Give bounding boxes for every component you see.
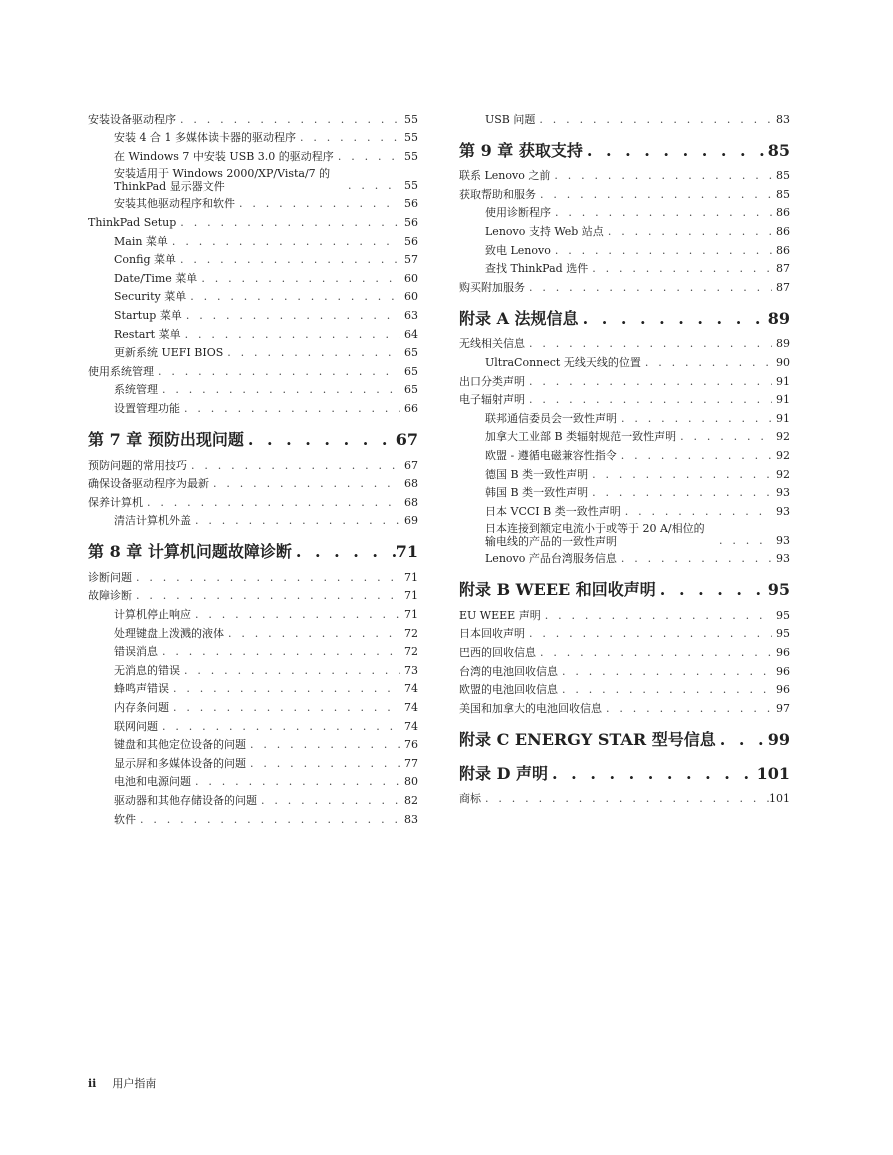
toc-page-number: 68 bbox=[404, 495, 418, 509]
toc-dot-leader bbox=[716, 730, 768, 750]
toc-dot-leader bbox=[602, 702, 772, 716]
toc-chapter-heading[interactable] bbox=[88, 542, 418, 562]
toc-page-number: 71 bbox=[404, 589, 418, 603]
toc-dot-leader bbox=[525, 393, 772, 407]
toc-entry-title: 加拿大工业部 B 类辐射规范一致性声明 bbox=[485, 430, 677, 444]
toc-dot-leader bbox=[525, 337, 772, 351]
toc-dot-leader bbox=[676, 430, 772, 444]
toc-entry-title: 故障诊断 bbox=[88, 589, 132, 603]
toc-page-number: 91 bbox=[776, 374, 790, 388]
toc-page-number: 87 bbox=[776, 262, 790, 276]
toc-dot-leader bbox=[257, 794, 400, 808]
toc-dot-leader bbox=[158, 383, 400, 397]
toc-chapter-heading[interactable] bbox=[459, 764, 790, 784]
toc-dot-leader bbox=[588, 486, 772, 500]
toc-subentry[interactable] bbox=[88, 771, 418, 790]
toc-dot-leader bbox=[186, 290, 400, 304]
toc-page-number: 71 bbox=[404, 608, 418, 622]
toc-dot-leader bbox=[558, 683, 772, 697]
toc-dot-leader bbox=[525, 281, 772, 295]
toc-dot-leader bbox=[617, 412, 772, 426]
toc-page-number: 86 bbox=[776, 206, 790, 220]
toc-dot-leader bbox=[246, 738, 400, 752]
toc-page-number: 55 bbox=[404, 112, 418, 126]
toc-subentry[interactable] bbox=[88, 622, 418, 641]
toc-right-column bbox=[459, 108, 790, 806]
toc-entry-title: 预防问题的常用技巧 bbox=[88, 458, 187, 472]
toc-subentry[interactable] bbox=[459, 482, 790, 501]
toc-page-number: 76 bbox=[404, 738, 418, 752]
footer-page-number: ii bbox=[88, 1077, 97, 1090]
toc-dot-leader bbox=[525, 375, 772, 389]
toc-page-number: 80 bbox=[404, 775, 418, 789]
toc-entry-title: UltraConnect 无线天线的位置 bbox=[485, 355, 641, 369]
toc-entry[interactable] bbox=[88, 211, 418, 230]
toc-page-number: 55 bbox=[404, 131, 418, 145]
toc-dot-leader bbox=[181, 328, 400, 342]
toc-entry[interactable] bbox=[459, 604, 790, 623]
toc-page-number: 74 bbox=[404, 719, 418, 733]
toc-page-number: 73 bbox=[404, 663, 418, 677]
toc-page-number: 95 bbox=[767, 580, 790, 600]
toc-entry[interactable] bbox=[88, 585, 418, 604]
toc-entry[interactable] bbox=[88, 360, 418, 379]
toc-page-number: 93 bbox=[776, 486, 790, 500]
toc-entry-title: 附录 D 声明 bbox=[459, 763, 549, 783]
toc-dot-leader bbox=[244, 430, 396, 450]
toc-page-number: 55 bbox=[404, 178, 418, 192]
toc-entry[interactable] bbox=[459, 788, 790, 807]
toc-left-column bbox=[88, 108, 418, 827]
toc-entry-title: 购买附加服务 bbox=[459, 280, 525, 294]
toc-subentry[interactable] bbox=[459, 463, 790, 482]
toc-entry-title: 安装 4 合 1 多媒体读卡器的驱动程序 bbox=[114, 131, 296, 145]
toc-subentry[interactable] bbox=[459, 239, 790, 258]
toc-dot-leader bbox=[169, 701, 400, 715]
toc-page-number: 55 bbox=[404, 149, 418, 163]
toc-chapter-heading[interactable] bbox=[459, 141, 790, 161]
toc-entry-title: 韩国 B 类一致性声明 bbox=[485, 486, 589, 500]
toc-dot-leader bbox=[180, 402, 400, 416]
toc-page-number: 71 bbox=[404, 570, 418, 584]
toc-page-number: 92 bbox=[776, 448, 790, 462]
toc-subentry[interactable] bbox=[88, 734, 418, 753]
toc-entry-title: Date/Time 菜单 bbox=[114, 271, 198, 285]
toc-page-number: 93 bbox=[776, 552, 790, 566]
toc-entry-title: ThinkPad Setup bbox=[88, 215, 177, 229]
toc-dot-leader bbox=[715, 534, 772, 548]
toc-page-number: 86 bbox=[776, 243, 790, 257]
toc-entry[interactable] bbox=[88, 108, 418, 127]
page-footer bbox=[88, 1075, 156, 1091]
toc-entry[interactable] bbox=[459, 623, 790, 642]
toc-subentry[interactable] bbox=[88, 323, 418, 342]
toc-dot-leader bbox=[191, 775, 400, 789]
toc-entry[interactable] bbox=[88, 491, 418, 510]
toc-entry-title: 系统管理 bbox=[114, 383, 158, 397]
toc-dot-leader bbox=[246, 757, 400, 771]
toc-entry-title: 在 Windows 7 中安装 USB 3.0 的驱动程序 bbox=[114, 149, 334, 163]
toc-subentry[interactable] bbox=[88, 715, 418, 734]
toc-entry-title: 安装适用于 Windows 2000/XP/Vista/7 的 ThinkPad 显示器文件 bbox=[114, 166, 331, 193]
toc-dot-leader bbox=[209, 477, 400, 491]
toc-entry-title: Restart 菜单 bbox=[114, 327, 181, 341]
toc-dot-leader bbox=[132, 571, 400, 585]
toc-page-number: 96 bbox=[776, 646, 790, 660]
toc-dot-leader bbox=[158, 720, 400, 734]
toc-chapter-heading[interactable] bbox=[88, 430, 418, 450]
toc-page-number: 72 bbox=[404, 645, 418, 659]
toc-dot-leader bbox=[548, 764, 757, 784]
toc-subentry[interactable] bbox=[459, 202, 790, 221]
toc-entry-title: 使用系统管理 bbox=[88, 364, 154, 378]
toc-entry-title: 使用诊断程序 bbox=[485, 206, 551, 220]
toc-entry[interactable] bbox=[88, 566, 418, 585]
toc-dot-leader bbox=[158, 645, 400, 659]
toc-entry[interactable] bbox=[88, 473, 418, 492]
toc-entry[interactable] bbox=[459, 641, 790, 660]
toc-dot-leader bbox=[588, 468, 772, 482]
toc-subentry[interactable] bbox=[88, 752, 418, 771]
toc-entry-title: 第 7 章 预防出现问题 bbox=[88, 429, 244, 449]
toc-entry-title: Startup 菜单 bbox=[114, 308, 182, 322]
toc-page-number: 95 bbox=[776, 627, 790, 641]
toc-page-number: 85 bbox=[776, 169, 790, 183]
toc-dot-leader bbox=[541, 609, 772, 623]
toc-page-number: 89 bbox=[767, 308, 790, 328]
toc-page-number: 92 bbox=[776, 430, 790, 444]
toc-page-number: 85 bbox=[767, 140, 790, 160]
toc-entry-title: 美国和加拿大的电池回收信息 bbox=[459, 701, 602, 715]
toc-page-number: 93 bbox=[776, 504, 790, 518]
toc-entry-title: 驱动器和其他存储设备的问题 bbox=[114, 794, 257, 807]
toc-subentry[interactable] bbox=[459, 351, 790, 370]
toc-subentry[interactable] bbox=[459, 220, 790, 239]
toc-dot-leader bbox=[583, 141, 768, 161]
toc-entry-title: 附录 A 法规信息 bbox=[459, 308, 579, 328]
toc-page-number: 90 bbox=[776, 355, 790, 369]
toc-subentry[interactable] bbox=[459, 500, 790, 519]
toc-dot-leader bbox=[617, 552, 772, 566]
toc-subentry[interactable] bbox=[88, 603, 418, 622]
footer-book-title: 用户指南 bbox=[112, 1077, 157, 1090]
toc-entry-title: 软件 bbox=[114, 812, 136, 826]
toc-dot-leader bbox=[536, 646, 772, 660]
toc-dot-leader bbox=[191, 608, 400, 622]
toc-entry-title: 查找 ThinkPad 选件 bbox=[485, 262, 589, 276]
toc-page-number: 99 bbox=[767, 729, 790, 749]
toc-subentry[interactable] bbox=[88, 127, 418, 146]
toc-page-number: 77 bbox=[404, 756, 418, 770]
toc-entry-title: 清洁计算机外盖 bbox=[114, 514, 191, 528]
toc-page-number: 92 bbox=[776, 467, 790, 481]
toc-dot-leader bbox=[551, 244, 772, 258]
toc-page-number: 74 bbox=[404, 701, 418, 715]
toc-subentry[interactable] bbox=[88, 659, 418, 678]
toc-entry-title: 欧盟 - 遵循电磁兼容性指令 bbox=[485, 448, 617, 462]
toc-entry-title: Main 菜单 bbox=[114, 234, 168, 248]
toc-entry-title: 无消息的错误 bbox=[114, 663, 180, 677]
toc-subentry[interactable] bbox=[459, 407, 790, 426]
toc-dot-leader bbox=[621, 505, 772, 519]
toc-entry-title: Config 菜单 bbox=[114, 253, 176, 267]
toc-dot-leader bbox=[182, 309, 400, 323]
toc-entry-title: 第 8 章 计算机问题故障诊断 bbox=[88, 542, 292, 562]
toc-subentry[interactable] bbox=[88, 379, 418, 398]
toc-entry-title: 日本连接到额定电流小于或等于 20 A/相位的输电线的产品的一致性声明 bbox=[485, 521, 705, 548]
toc-dot-leader bbox=[525, 627, 772, 641]
toc-entry-title: 联系 Lenovo 之前 bbox=[459, 169, 551, 183]
toc-dot-leader bbox=[176, 216, 400, 230]
toc-page-number: 68 bbox=[404, 477, 418, 491]
toc-page-number: 56 bbox=[404, 234, 418, 248]
toc-subentry[interactable] bbox=[88, 304, 418, 323]
toc-page-number: 96 bbox=[776, 683, 790, 697]
toc-entry-title: 第 9 章 获取支持 bbox=[459, 140, 583, 160]
toc-entry-title: 安装设备驱动程序 bbox=[88, 112, 176, 126]
toc-dot-leader bbox=[176, 253, 400, 267]
toc-dot-leader bbox=[334, 150, 400, 164]
toc-entry-title: 电池和电源问题 bbox=[114, 775, 191, 789]
toc-entry-title: 电子辐射声明 bbox=[459, 393, 525, 407]
toc-entry-title: 日本 VCCI B 类一致性声明 bbox=[485, 504, 621, 518]
toc-dot-leader bbox=[143, 496, 400, 510]
toc-dot-leader bbox=[223, 346, 400, 360]
toc-entry-title: 显示屏和多媒体设备的问题 bbox=[114, 756, 246, 770]
toc-dot-leader bbox=[168, 235, 400, 249]
toc-page-number: 57 bbox=[404, 253, 418, 267]
toc-page-number: 71 bbox=[395, 542, 418, 562]
toc-entry-title: 出口分类声明 bbox=[459, 374, 525, 388]
toc-page-number: 60 bbox=[404, 271, 418, 285]
toc-subentry[interactable] bbox=[459, 548, 790, 567]
toc-dot-leader bbox=[176, 113, 400, 127]
toc-dot-leader bbox=[536, 188, 772, 202]
toc-entry-title: Lenovo 产品台湾服务信息 bbox=[485, 552, 617, 566]
toc-subentry[interactable] bbox=[88, 696, 418, 715]
toc-dot-leader bbox=[604, 225, 772, 239]
toc-page-number: 82 bbox=[404, 794, 418, 807]
toc-entry-title: 附录 B WEEE 和回收声明 bbox=[459, 580, 656, 600]
toc-page-number: 89 bbox=[776, 337, 790, 351]
toc-chapter-heading[interactable] bbox=[459, 309, 790, 329]
toc-subentry[interactable] bbox=[88, 145, 418, 164]
toc-dot-leader bbox=[579, 309, 768, 329]
toc-subentry[interactable] bbox=[88, 397, 418, 416]
toc-entry-title: 巴西的回收信息 bbox=[459, 646, 536, 660]
toc-entry[interactable] bbox=[459, 333, 790, 352]
toc-entry[interactable] bbox=[459, 679, 790, 698]
toc-entry-title: 获取帮助和服务 bbox=[459, 187, 536, 201]
toc-entry-title: 诊断问题 bbox=[88, 570, 132, 584]
toc-dot-leader bbox=[154, 365, 400, 379]
toc-page-number: 60 bbox=[404, 290, 418, 304]
toc-page-number: 93 bbox=[776, 533, 790, 547]
toc-entry[interactable] bbox=[459, 697, 790, 716]
toc-page-number: 67 bbox=[395, 429, 418, 449]
toc-page-number: 97 bbox=[776, 701, 790, 715]
toc-subentry[interactable] bbox=[459, 258, 790, 277]
toc-page-number: 69 bbox=[404, 514, 418, 528]
toc-page-number: 83 bbox=[776, 112, 790, 126]
toc-page-number: 65 bbox=[404, 383, 418, 397]
toc-dot-leader bbox=[535, 113, 772, 127]
toc-subentry[interactable] bbox=[459, 519, 790, 548]
toc-entry-title: 联网问题 bbox=[114, 719, 158, 733]
toc-entry-title: 内存条问题 bbox=[114, 701, 169, 715]
toc-dot-leader bbox=[617, 449, 772, 463]
toc-page-number: 56 bbox=[404, 215, 418, 229]
toc-entry-title: 无线相关信息 bbox=[459, 337, 525, 351]
toc-dot-leader bbox=[558, 665, 772, 679]
toc-dot-leader bbox=[296, 131, 400, 145]
toc-page-number: 65 bbox=[404, 364, 418, 378]
toc-entry-title: 键盘和其他定位设备的问题 bbox=[114, 738, 246, 752]
toc-page-number: 96 bbox=[776, 664, 790, 678]
toc-entry-title: 附录 C ENERGY STAR 型号信息 bbox=[459, 729, 716, 749]
toc-page-number: 85 bbox=[776, 187, 790, 201]
toc-page-number: 56 bbox=[404, 197, 418, 211]
toc-entry-title: 日本回收声明 bbox=[459, 627, 525, 641]
toc-dot-leader bbox=[656, 580, 768, 600]
toc-dot-leader bbox=[235, 197, 400, 211]
toc-page-number: 83 bbox=[404, 812, 418, 826]
toc-entry[interactable] bbox=[88, 454, 418, 473]
toc-entry[interactable] bbox=[459, 276, 790, 295]
toc-entry[interactable] bbox=[459, 370, 790, 389]
toc-page-number: 65 bbox=[404, 346, 418, 360]
toc-entry-title: 台湾的电池回收信息 bbox=[459, 664, 558, 678]
toc-dot-leader bbox=[550, 169, 772, 183]
toc-entry-title: 确保设备驱动程序为最新 bbox=[88, 477, 209, 491]
toc-dot-leader bbox=[292, 542, 396, 562]
toc-subentry[interactable] bbox=[88, 510, 418, 529]
toc-dot-leader bbox=[136, 813, 400, 827]
toc-subentry[interactable] bbox=[459, 444, 790, 463]
toc-entry-title: 设置管理功能 bbox=[114, 401, 180, 415]
toc-page-number: 87 bbox=[776, 280, 790, 294]
toc-dot-leader bbox=[481, 792, 769, 806]
toc-entry-title: 德国 B 类一致性声明 bbox=[485, 467, 589, 481]
toc-page-number: 91 bbox=[776, 411, 790, 425]
toc-entry-title: 商标 bbox=[459, 792, 481, 806]
toc-page-number: 64 bbox=[404, 327, 418, 341]
toc-entry-title: 处理键盘上泼溅的液体 bbox=[114, 626, 224, 640]
toc-entry-title: Security 菜单 bbox=[114, 290, 187, 304]
toc-dot-leader bbox=[551, 206, 772, 220]
toc-entry[interactable] bbox=[459, 165, 790, 184]
toc-dot-leader bbox=[169, 682, 400, 696]
toc-chapter-heading[interactable] bbox=[459, 580, 790, 600]
toc-page-number: 101 bbox=[756, 763, 790, 783]
toc-subentry[interactable] bbox=[88, 267, 418, 286]
toc-dot-leader bbox=[191, 514, 400, 528]
toc-subentry[interactable] bbox=[88, 808, 418, 827]
toc-subentry[interactable] bbox=[88, 164, 418, 193]
toc-page-number: 91 bbox=[776, 393, 790, 407]
toc-subentry[interactable] bbox=[459, 108, 790, 127]
toc-chapter-heading[interactable] bbox=[459, 730, 790, 750]
toc-dot-leader bbox=[344, 179, 400, 193]
toc-subentry[interactable] bbox=[88, 641, 418, 660]
toc-page-number: 101 bbox=[769, 792, 790, 806]
toc-subentry[interactable] bbox=[88, 286, 418, 305]
toc-entry-title: 蜂鸣声错误 bbox=[114, 682, 169, 696]
toc-entry[interactable] bbox=[459, 660, 790, 679]
toc-entry-title: 计算机停止响应 bbox=[114, 608, 191, 622]
toc-entry-title: 安装其他驱动程序和软件 bbox=[114, 197, 235, 211]
toc-dot-leader bbox=[132, 589, 400, 603]
toc-entry-title: 欧盟的电池回收信息 bbox=[459, 683, 558, 697]
toc-dot-leader bbox=[187, 459, 400, 473]
toc-dot-leader bbox=[224, 627, 400, 641]
toc-dot-leader bbox=[588, 262, 772, 276]
toc-dot-leader bbox=[197, 272, 400, 286]
toc-dot-leader bbox=[180, 664, 400, 678]
toc-entry-title: USB 问题 bbox=[485, 112, 536, 126]
toc-page-number: 67 bbox=[404, 458, 418, 472]
toc-page-number: 72 bbox=[404, 626, 418, 640]
toc-entry[interactable] bbox=[459, 389, 790, 408]
toc-entry-title: Lenovo 支持 Web 站点 bbox=[485, 224, 604, 238]
toc-entry-title: 保养计算机 bbox=[88, 495, 143, 509]
toc-page-number: 74 bbox=[404, 682, 418, 696]
toc-page-number: 86 bbox=[776, 224, 790, 238]
toc-subentry[interactable] bbox=[459, 426, 790, 445]
toc-dot-leader bbox=[641, 356, 772, 370]
toc-entry-title: 联邦通信委员会一致性声明 bbox=[485, 411, 617, 425]
toc-entry[interactable] bbox=[459, 183, 790, 202]
toc-entry-title: 错误消息 bbox=[114, 645, 158, 659]
toc-subentry[interactable] bbox=[88, 789, 418, 808]
toc-entry-title: 致电 Lenovo bbox=[485, 243, 551, 257]
toc-subentry[interactable] bbox=[88, 193, 418, 212]
toc-subentry[interactable] bbox=[88, 342, 418, 361]
toc-page-number: 63 bbox=[404, 308, 418, 322]
toc-subentry[interactable] bbox=[88, 230, 418, 249]
toc-entry-title: EU WEEE 声明 bbox=[459, 608, 541, 622]
toc-subentry[interactable] bbox=[88, 678, 418, 697]
toc-page-number: 95 bbox=[776, 608, 790, 622]
toc-subentry[interactable] bbox=[88, 249, 418, 268]
toc-page-number: 66 bbox=[404, 401, 418, 415]
toc-entry-title: 更新系统 UEFI BIOS bbox=[114, 346, 224, 360]
